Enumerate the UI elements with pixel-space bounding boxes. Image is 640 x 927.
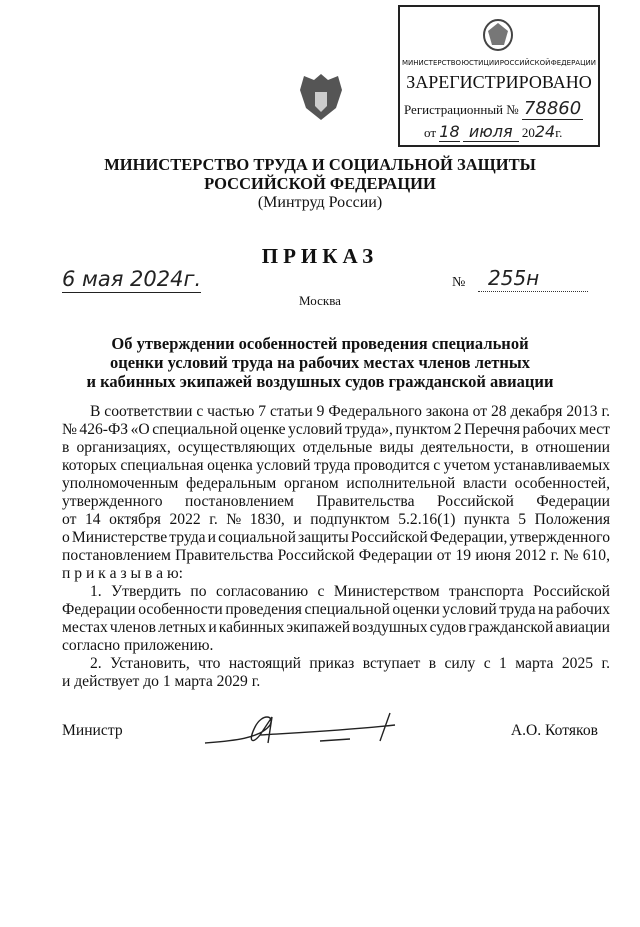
body-line: постановлением Правительства Российской Федерации от 19 июня 2012 г. № 610, <box>62 547 610 564</box>
body-line: о Министерстве труда и социальной защиты Российской Федерации, утвержденного <box>62 529 610 546</box>
body-line: Федерации особенности проведения специальной оценки условий труда на рабочих <box>62 601 610 618</box>
date-year-prefix: 20 <box>521 125 535 140</box>
reg-label: Регистрационный № <box>404 102 519 117</box>
ministry-name-line2: РОССИЙСКОЙ ФЕДЕРАЦИИ <box>204 174 436 193</box>
body-line: и действует до 1 марта 2029 г. <box>62 673 261 690</box>
body-line: В соответствии с частью 7 статьи 9 Федерального закона от 28 декабря 2013 г. <box>90 403 610 420</box>
handwritten-signature <box>200 705 410 750</box>
date-year-suffix: 24 <box>534 122 556 141</box>
body-line: п р и к а з ы в а ю: <box>62 565 183 582</box>
reg-number: 78860 <box>523 98 582 119</box>
coat-of-arms-icon <box>298 70 344 124</box>
signatory-name: А.О. Котяков <box>510 722 598 739</box>
order-city: Москва <box>299 293 341 308</box>
signatory-position: Министр <box>62 722 123 739</box>
body-line: утвержденного постановлением Правительства Российской Федерации <box>62 493 610 510</box>
body-line: от 14 октября 2022 г. № 1830, и подпунктом 5.2.16(1) пункта 5 Положения <box>62 511 610 528</box>
stamp-date-row <box>424 122 562 143</box>
ministry-name-line1: МИНИСТЕРСТВО ТРУДА И СОЦИАЛЬНОЙ ЗАЩИТЫ <box>104 155 536 174</box>
order-date: 6 мая 2024г. <box>62 267 202 291</box>
body-line: местах членов летных и кабинных экипажей воздушных судов гражданской авиации <box>62 619 610 636</box>
order-title: ПРИКАЗ <box>261 244 379 268</box>
subject-line: Об утверждении особенностей проведения специальной <box>111 334 529 353</box>
body-line: 1. Утвердить по согласованию с Министерством транспорта Российской <box>90 583 610 600</box>
order-number-label: № <box>452 275 466 290</box>
date-prefix: от <box>424 125 437 140</box>
registration-stamp <box>398 5 600 147</box>
body-line: в организациях, осуществляющих отдельные виды деятельности, в отношении <box>62 439 610 456</box>
body-line: № 426-ФЗ «О специальной оценке условий труда», пунктом 2 Перечня рабочих мест <box>62 421 610 438</box>
date-month: июля <box>463 122 519 142</box>
stamp-title: ЗАРЕГИСТРИРОВАНО <box>406 72 592 92</box>
emblem-icon <box>478 13 518 53</box>
subject-line: оценки условий труда на рабочих местах членов летных <box>109 353 531 372</box>
body-line: согласно приложению. <box>62 637 214 654</box>
date-day: 18 <box>439 122 460 141</box>
body-line: которых специальная оценка условий труда проводится с учетом устанавливаемых <box>62 457 610 474</box>
ministry-short-name: (Минтруд России) <box>257 194 383 211</box>
order-number: 255н <box>478 266 588 292</box>
body-line: уполномоченным федеральным органом исполнительной власти особенностей, <box>62 475 610 492</box>
body-line: 2. Установить, что настоящий приказ вступает в силу с 1 марта 2025 г. <box>90 655 610 672</box>
date-suffix: г. <box>555 125 563 140</box>
stamp-reg-row <box>404 99 583 120</box>
stamp-ministry: МИНИСТЕРСТВО ЮСТИЦИИ РОССИЙСКОЙ ФЕДЕРАЦИИ <box>402 59 596 67</box>
subject-line: и кабинных экипажей воздушных судов гражданской авиации <box>86 372 554 391</box>
